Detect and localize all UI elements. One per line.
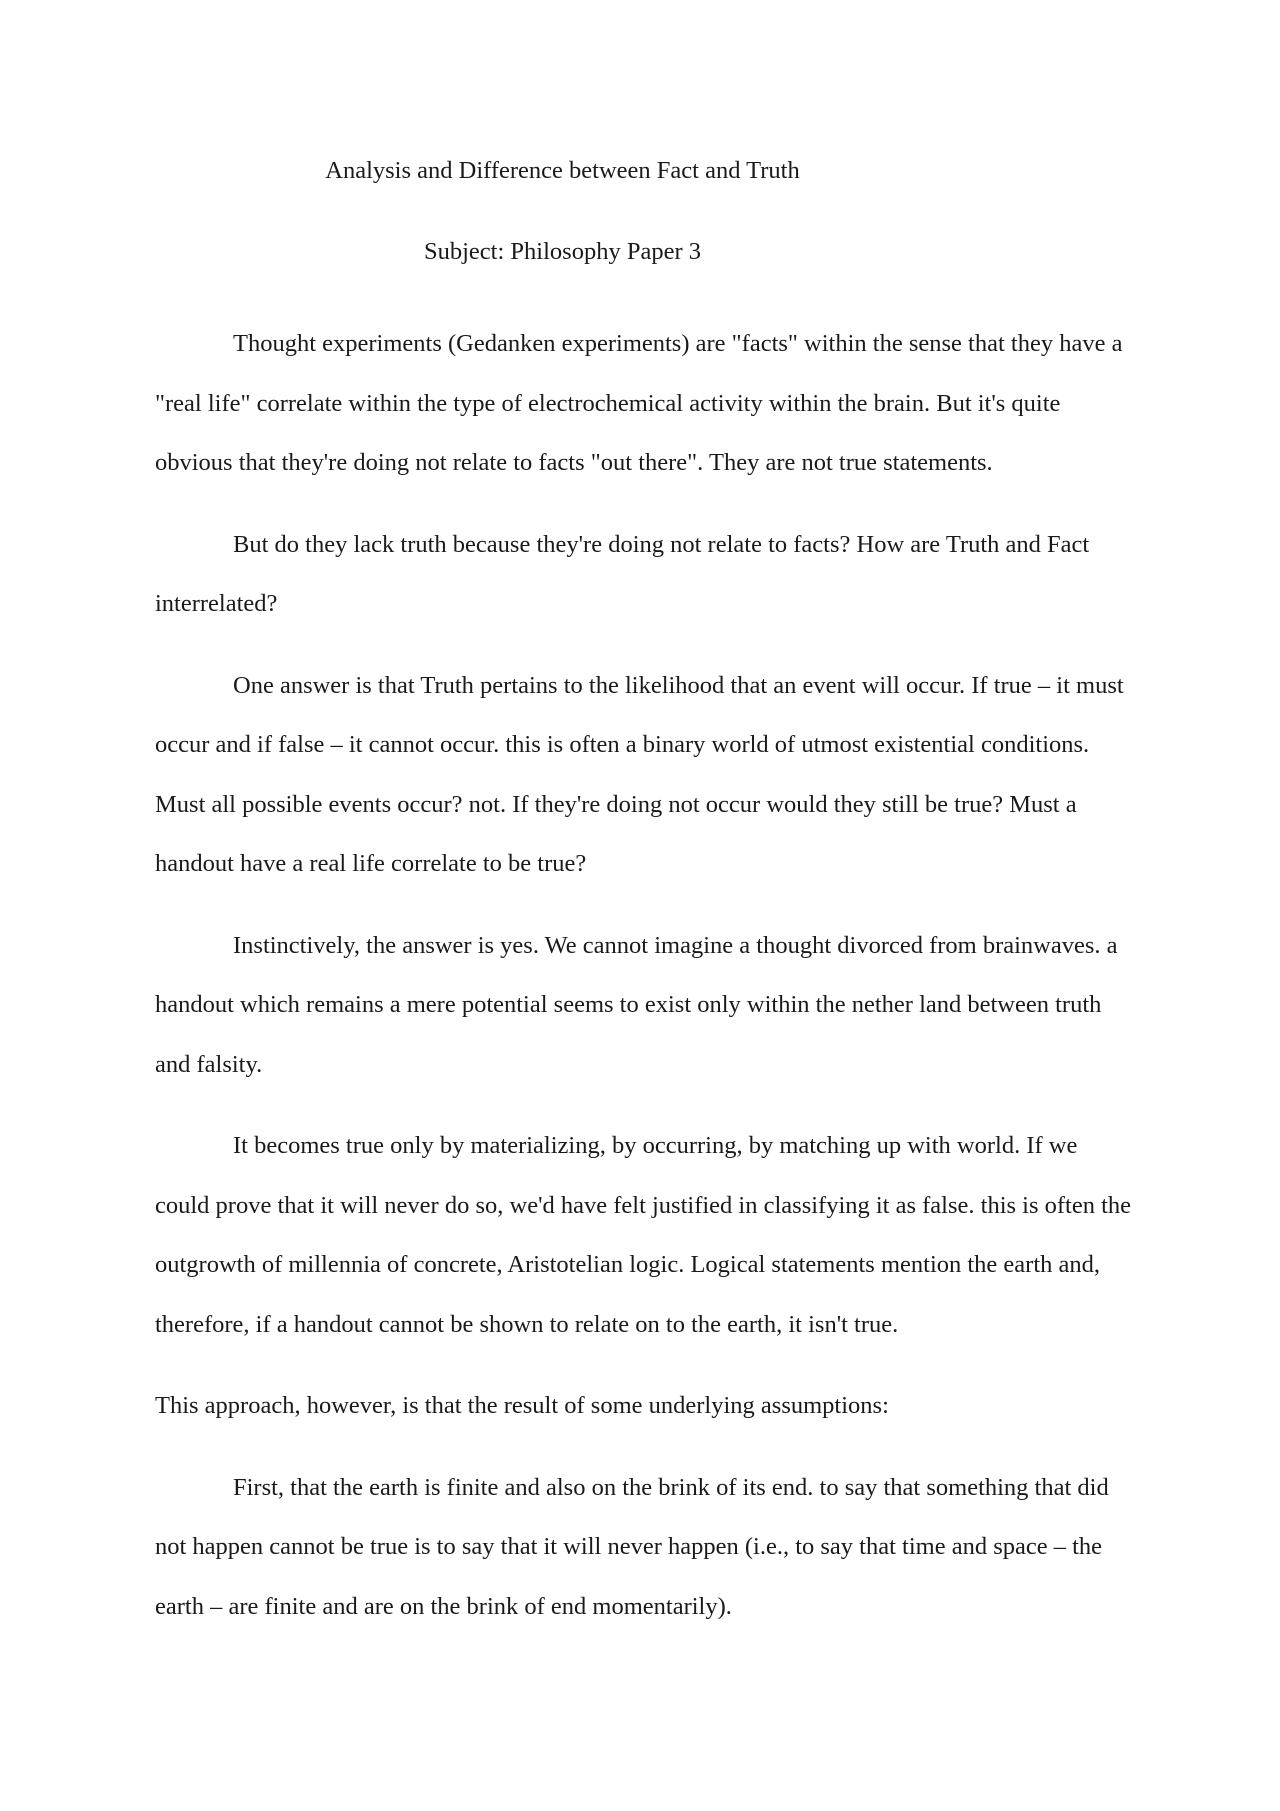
paragraph: But do they lack truth because they're doing not relate to facts? How are Truth and Fact interrelated? — [155, 530, 1090, 617]
paragraph: It becomes true only by materializing, by occurring, by matching up with world. If we could prove that it will never do so, we'd have felt justified in classifying it as false. this is often the outgrowth of millennia of concrete, Aristotelian logic. Logical statements mention the earth and, therefore, if a handout cannot be shown to relate on to the earth, it isn't true. — [155, 1132, 1132, 1338]
paragraph: First, that the earth is finite and also on the brink of its end. to say that something that did not happen cannot be true is to say that it will never happen (i.e., to say that time and space – the earth – are finite and are on the brink of end momentarily). — [155, 1473, 1109, 1620]
paragraph: Thought experiments (Gedanken experiments) are "facts" within the sense that they have a "real life" correlate within the type of electrochemical activity within the brain. But it's quite obvious that they're doing not relate to facts "out there". They are not true statements. — [155, 330, 1123, 476]
paragraph: Instinctively, the answer is yes. We cannot imagine a thought divorced from brainwaves. a handout which remains a mere potential seems to exist only within the nether land between truth and falsity. — [155, 931, 1118, 1078]
paragraph: One answer is that Truth pertains to the likelihood that an event will occur. If true – it must occur and if false – it cannot occur. this is often a binary world of utmost existential conditions. Must all possible events occur? not. If they're doing not occur would they still be true? Must a handout have a real life correlate to be true? — [155, 671, 1124, 877]
document-body — [155, 314, 1135, 1658]
paragraph: This approach, however, is that the result of some underlying assumptions: — [155, 1392, 889, 1419]
document-title: Analysis and Difference between Fact and Truth — [325, 157, 800, 184]
document-subject: Subject: Philosophy Paper 3 — [424, 238, 701, 265]
